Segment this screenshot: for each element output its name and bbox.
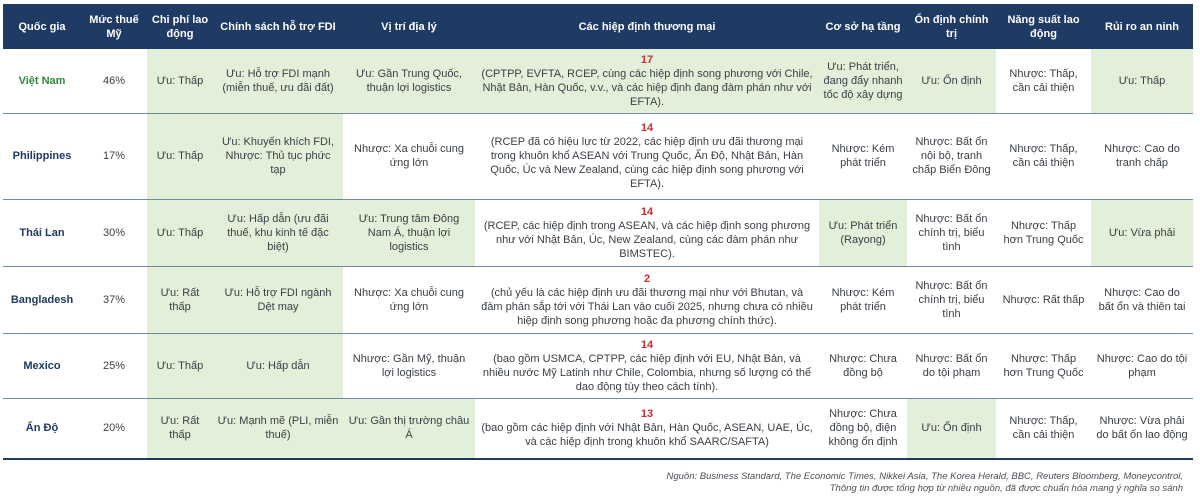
fta-cell — [475, 333, 819, 398]
fta-count: 17 — [640, 53, 654, 66]
political-cell: Nhược: Bất ổn chính trị, biểu tình — [907, 199, 996, 266]
tariff-cell: 17% — [81, 113, 147, 199]
fdi-cell: Ưu: Khuyến khích FDI, Nhược: Thủ tục phức tạp — [213, 113, 343, 199]
header-security-risk: Rủi ro an ninh — [1091, 4, 1193, 49]
header-location: Vị trí địa lý — [343, 4, 475, 49]
security-cell: Nhược: Cao do tội phạm — [1091, 333, 1193, 398]
tariff-cell: 25% — [81, 333, 147, 398]
infrastructure-cell: Nhược: Kém phát triển — [819, 266, 907, 333]
labor-cost-cell: Ưu: Rất thấp — [147, 266, 213, 333]
table-row — [3, 49, 1193, 113]
tariff-cell: 46% — [81, 49, 147, 113]
productivity-cell: Nhược: Thấp hơn Trung Quốc — [996, 333, 1091, 398]
fta-cell — [475, 266, 819, 333]
fta-count: 14 — [640, 122, 654, 134]
infrastructure-cell: Nhược: Chưa đồng bộ — [819, 333, 907, 398]
header-labor-cost: Chi phí lao động — [147, 4, 213, 49]
table-row — [3, 199, 1193, 266]
fta-text: (bao gồm các hiệp định với Nhật Bản, Hàn Quốc, ASEAN, UAE, Úc, và các hiệp định trong khuôn khổ SAARC/SAFTA) — [481, 422, 813, 449]
security-cell: Ưu: Thấp — [1091, 49, 1193, 113]
labor-cost-cell: Ưu: Thấp — [147, 333, 213, 398]
source-note — [667, 471, 1184, 495]
fta-count: 14 — [640, 205, 654, 218]
political-cell: Ưu: Ổn định — [907, 49, 996, 113]
header-productivity: Năng suất lao động — [996, 4, 1091, 49]
table-row — [3, 333, 1193, 398]
fta-count: 13 — [640, 408, 654, 421]
country-cell: Việt Nam — [3, 49, 81, 113]
fdi-cell: Ưu: Hấp dẫn — [213, 333, 343, 398]
methodology-note: Thông tin được tổng hợp từ nhiều nguồn, đã được chuẩn hóa mang ý nghĩa so sánh — [829, 483, 1183, 494]
fta-text: (CPTPP, EVFTA, RCEP, cùng các hiệp định song phương với Chile, Nhật Bản, Hàn Quốc, v.v., và các hiệp định đang đàm phán như với EFTA). — [481, 67, 813, 108]
country-cell: Bangladesh — [3, 266, 81, 333]
fta-cell — [475, 113, 819, 199]
productivity-cell: Nhược: Thấp hơn Trung Quốc — [996, 199, 1091, 266]
tariff-cell: 20% — [81, 398, 147, 459]
fdi-cell: Ưu: Hỗ trợ FDI mạnh (miễn thuế, ưu đãi đất) — [213, 49, 343, 113]
fta-count: 2 — [643, 272, 651, 285]
labor-cost-cell: Ưu: Thấp — [147, 199, 213, 266]
fta-text: (chủ yếu là các hiệp định ưu đãi thương mại như với Bhutan, và đàm phán sắp tới với Thái Lan vào cuối 2025, nhưng chưa có nhiều hiệp định song phương hoặc đa phương chính thức). — [481, 286, 813, 327]
location-cell: Ưu: Gần thị trường châu Á — [343, 398, 475, 459]
security-cell: Ưu: Vừa phải — [1091, 199, 1193, 266]
fta-cell — [475, 49, 819, 113]
fdi-cell: Ưu: Mạnh mẽ (PLI, miễn thuế) — [213, 398, 343, 459]
country-cell: Ấn Độ — [3, 398, 81, 459]
header-infrastructure: Cơ sở hạ tầng — [819, 4, 907, 49]
political-cell: Nhược: Bất ổn do tội phạm — [907, 333, 996, 398]
tariff-cell: 30% — [81, 199, 147, 266]
fta-cell — [475, 398, 819, 459]
source-line: Nguồn: Business Standard, The Economic Times, Nikkei Asia, The Korea Herald, BBC, Reuters Bloomberg, Moneycontrol, — [666, 471, 1183, 482]
header-country: Quốc gia — [3, 4, 81, 49]
infrastructure-cell: Ưu: Phát triển (Rayong) — [819, 199, 907, 266]
header-trade-agreements: Các hiệp định thương mại — [475, 4, 819, 49]
location-cell: Nhược: Gần Mỹ, thuận lợi logistics — [343, 333, 475, 398]
fta-text: (RCEP, các hiệp định trong ASEAN, và các hiệp định song phương như với Nhật Bản, Úc, New Zealand, cùng các đàm phán như BIMSTEC). — [483, 219, 811, 260]
labor-cost-cell: Ưu: Thấp — [147, 49, 213, 113]
infrastructure-cell: Ưu: Phát triển, đang đẩy nhanh tốc độ xây dựng — [819, 49, 907, 113]
header-row — [3, 4, 1193, 49]
fta-text: (bao gồm USMCA, CPTPP, các hiệp định với EU, Nhật Bản, và nhiều nước Mỹ Latinh như Chile, Colombia, nhưng số lượng có thể dao động tùy theo cách tính). — [482, 352, 812, 393]
political-cell: Nhược: Bất ổn chính trị, biểu tình — [907, 266, 996, 333]
comparison-table — [3, 4, 1193, 460]
header-fdi-policy: Chính sách hỗ trợ FDI — [213, 4, 343, 49]
header-tariff: Mức thuế Mỹ — [81, 4, 147, 49]
infrastructure-cell: Nhược: Kém phát triển — [819, 113, 907, 199]
infrastructure-cell: Nhược: Chưa đồng bộ, điện không ổn định — [819, 398, 907, 459]
country-cell: Philippines — [3, 113, 81, 199]
security-cell: Nhược: Cao do bất ổn và thiên tai — [1091, 266, 1193, 333]
fdi-cell: Ưu: Hấp dẫn (ưu đãi thuế, khu kinh tế đặc biệt) — [213, 199, 343, 266]
security-cell: Nhược: Vừa phải do bất ổn lao động — [1091, 398, 1193, 459]
labor-cost-cell: Ưu: Thấp — [147, 113, 213, 199]
productivity-cell: Nhược: Rất thấp — [996, 266, 1091, 333]
fdi-cell: Ưu: Hỗ trợ FDI ngành Dệt may — [213, 266, 343, 333]
labor-cost-cell: Ưu: Rất thấp — [147, 398, 213, 459]
fta-count: 14 — [640, 338, 654, 351]
location-cell: Nhược: Xa chuỗi cung ứng lớn — [343, 266, 475, 333]
political-cell: Ưu: Ổn định — [907, 398, 996, 459]
table-row — [3, 113, 1193, 199]
productivity-cell: Nhược: Thấp, cần cải thiện — [996, 398, 1091, 459]
country-cell: Mexico — [3, 333, 81, 398]
productivity-cell: Nhược: Thấp, cần cải thiện — [996, 49, 1091, 113]
location-cell: Ưu: Gần Trung Quốc, thuận lợi logistics — [343, 49, 475, 113]
fta-cell — [475, 199, 819, 266]
country-cell: Thái Lan — [3, 199, 81, 266]
productivity-cell: Nhược: Thấp, cần cải thiện — [996, 113, 1091, 199]
table-row — [3, 266, 1193, 333]
security-cell: Nhược: Cao do tranh chấp — [1091, 113, 1193, 199]
location-cell: Ưu: Trung tâm Đông Nam Á, thuận lợi logistics — [343, 199, 475, 266]
tariff-cell: 37% — [81, 266, 147, 333]
header-political-stability: Ổn định chính trị — [907, 4, 996, 49]
table-row — [3, 398, 1193, 459]
location-cell: Nhược: Xa chuỗi cung ứng lớn — [343, 113, 475, 199]
fta-text: (RCEP đã có hiệu lực từ 2022, các hiệp định ưu đãi thương mại trong khuôn khổ ASEAN với Trung Quốc, Ấn Độ, Nhật Bản, Hàn Quốc, Úc và New Zealand, cùng các hiệp định song phương với EFTA). — [490, 136, 804, 190]
political-cell: Nhược: Bất ổn nội bộ, tranh chấp Biển Đông — [907, 113, 996, 199]
